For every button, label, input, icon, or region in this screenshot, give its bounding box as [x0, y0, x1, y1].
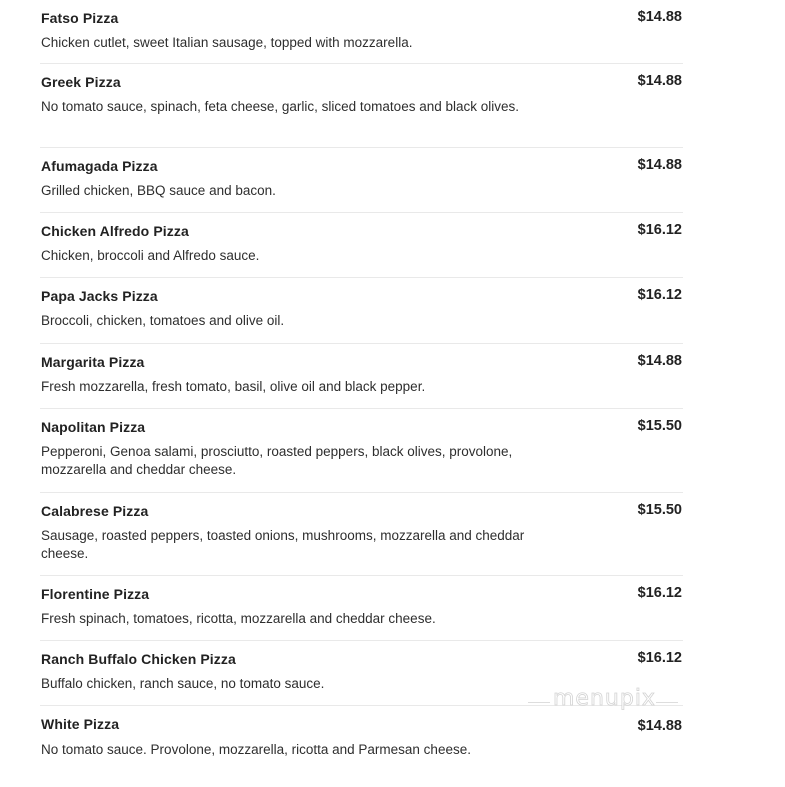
item-name: Calabrese Pizza — [41, 503, 149, 519]
item-description: Sausage, roasted peppers, toasted onions, mushrooms, mozzarella and cheddar cheese. — [41, 528, 525, 561]
menu-item-florentine-pizza — [40, 576, 683, 641]
menu-item-ranch-buffalo-chicken-pizza — [40, 641, 683, 706]
item-name: White Pizza — [41, 716, 120, 732]
item-name: Papa Jacks Pizza — [41, 288, 158, 304]
item-name: Chicken Alfredo Pizza — [41, 223, 189, 239]
menu-item-fatso-pizza — [40, 0, 683, 64]
item-description: Pepperoni, Genoa salami, prosciutto, roasted peppers, black olives, provolone, mozzarella and cheddar cheese. — [41, 444, 513, 477]
item-name: Florentine Pizza — [41, 586, 150, 602]
watermark-rule-right — [656, 702, 678, 703]
item-name: Greek Pizza — [41, 74, 121, 90]
item-description: Chicken, broccoli and Alfredo sauce. — [41, 248, 260, 263]
item-name: Margarita Pizza — [41, 354, 145, 370]
menu-item-greek-pizza — [40, 64, 683, 148]
item-description: Fresh mozzarella, fresh tomato, basil, olive oil and black pepper. — [41, 379, 426, 394]
item-price: $14.88 — [637, 718, 682, 734]
item-price: $16.12 — [637, 585, 682, 601]
menupix-watermark: menupix — [553, 686, 656, 711]
item-price: $16.12 — [637, 650, 682, 666]
item-name: Ranch Buffalo Chicken Pizza — [41, 651, 236, 667]
item-description: Grilled chicken, BBQ sauce and bacon. — [41, 183, 276, 198]
item-price: $16.12 — [637, 287, 682, 303]
menu-item-papa-jacks-pizza — [40, 278, 683, 344]
item-name: Napolitan Pizza — [41, 419, 146, 435]
item-price: $14.88 — [637, 353, 682, 369]
item-description: Chicken cutlet, sweet Italian sausage, topped with mozzarella. — [41, 35, 413, 50]
item-price: $15.50 — [637, 418, 682, 434]
item-name: Afumagada Pizza — [41, 158, 158, 174]
item-description: No tomato sauce, spinach, feta cheese, garlic, sliced tomatoes and black olives. — [41, 99, 520, 114]
menu-item-chicken-alfredo-pizza — [40, 213, 683, 278]
menu-item-napolitan-pizza — [40, 409, 683, 493]
item-price: $14.88 — [637, 157, 682, 173]
item-description: No tomato sauce. Provolone, mozzarella, ricotta and Parmesan cheese. — [41, 742, 471, 757]
item-description: Fresh spinach, tomatoes, ricotta, mozzarella and cheddar cheese. — [41, 611, 436, 626]
item-price: $16.12 — [637, 222, 682, 238]
item-name: Fatso Pizza — [41, 10, 119, 26]
menu-item-afumagada-pizza — [40, 148, 683, 213]
item-description: Buffalo chicken, ranch sauce, no tomato sauce. — [41, 676, 325, 691]
menu-item-white-pizza — [40, 706, 683, 786]
watermark-rule-left — [528, 702, 550, 703]
item-price: $15.50 — [637, 502, 682, 518]
item-description: Broccoli, chicken, tomatoes and olive oil. — [41, 313, 285, 328]
item-price: $14.88 — [637, 9, 682, 25]
menu-item-margarita-pizza — [40, 344, 683, 409]
item-price: $14.88 — [637, 73, 682, 89]
menu-item-calabrese-pizza — [40, 493, 683, 576]
